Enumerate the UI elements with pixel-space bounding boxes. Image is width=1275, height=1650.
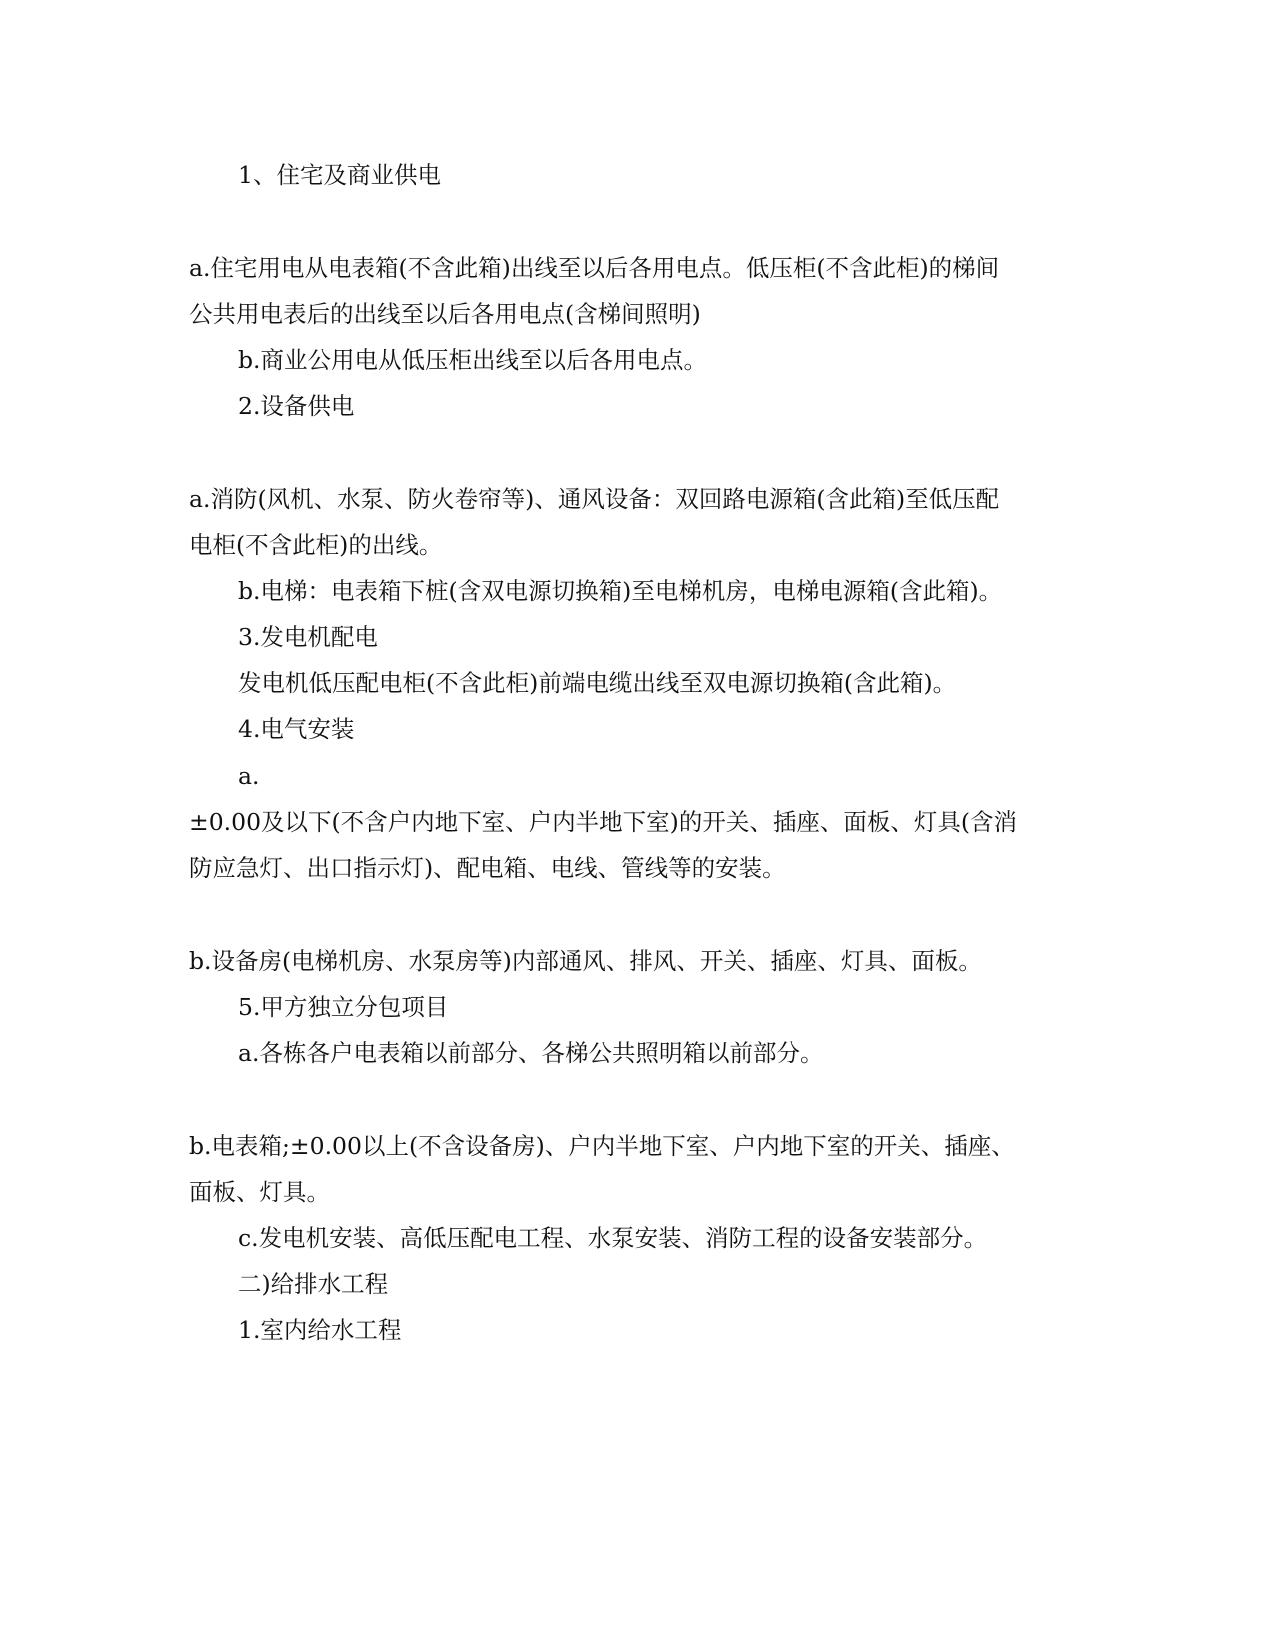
paragraph-line: a.消防(风机、水泵、防火卷帘等)、通风设备：双回路电源箱(含此箱)至低压配 xyxy=(189,485,1000,513)
paragraph-line: a.住宅用电从电表箱(不含此箱)出线至以后各用电点。低压柜(不含此柜)的梯间 xyxy=(189,254,1000,282)
paragraph-line: 公共用电表后的出线至以后各用电点(含梯间照明) xyxy=(189,300,701,328)
paragraph-line: 电柜(不含此柜)的出线。 xyxy=(189,531,443,559)
paragraph-line: b.设备房(电梯机房、水泵房等)内部通风、排风、开关、插座、灯具、面板。 xyxy=(189,947,982,975)
heading-water-drainage: 二)给排水工程 xyxy=(238,1270,389,1298)
paragraph-line: 发电机低压配电柜(不含此柜)前端电缆出线至双电源切换箱(含此箱)。 xyxy=(238,669,957,697)
paragraph-line: a.各栋各户电表箱以前部分、各梯公共照明箱以前部分。 xyxy=(238,1039,824,1067)
heading-residential-commercial-power: 1、住宅及商业供电 xyxy=(238,161,441,189)
heading-generator-distribution: 3.发电机配电 xyxy=(238,623,378,651)
heading-subcontract-items: 5.甲方独立分包项目 xyxy=(238,993,449,1021)
heading-indoor-water-supply: 1.室内给水工程 xyxy=(238,1316,402,1344)
paragraph-line: a. xyxy=(238,762,260,790)
heading-equipment-power: 2.设备供电 xyxy=(238,392,355,420)
paragraph-line: ±0.00及以下(不含户内地下室、户内半地下室)的开关、插座、面板、灯具(含消 xyxy=(189,808,1018,836)
paragraph-line: 防应急灯、出口指示灯)、配电箱、电线、管线等的安装。 xyxy=(189,854,786,882)
heading-electrical-installation: 4.电气安装 xyxy=(238,715,355,743)
paragraph-line: b.电梯：电表箱下桩(含双电源切换箱)至电梯机房，电梯电源箱(含此箱)。 xyxy=(238,577,1003,605)
paragraph-line: c.发电机安装、高低压配电工程、水泵安装、消防工程的设备安装部分。 xyxy=(238,1224,988,1252)
paragraph-line: b.电表箱;±0.00以上(不含设备房)、户内半地下室、户内地下室的开关、插座、 xyxy=(189,1132,1015,1160)
paragraph-line: b.商业公用电从低压柜出线至以后各用电点。 xyxy=(238,346,708,374)
paragraph-line: 面板、灯具。 xyxy=(189,1178,330,1206)
